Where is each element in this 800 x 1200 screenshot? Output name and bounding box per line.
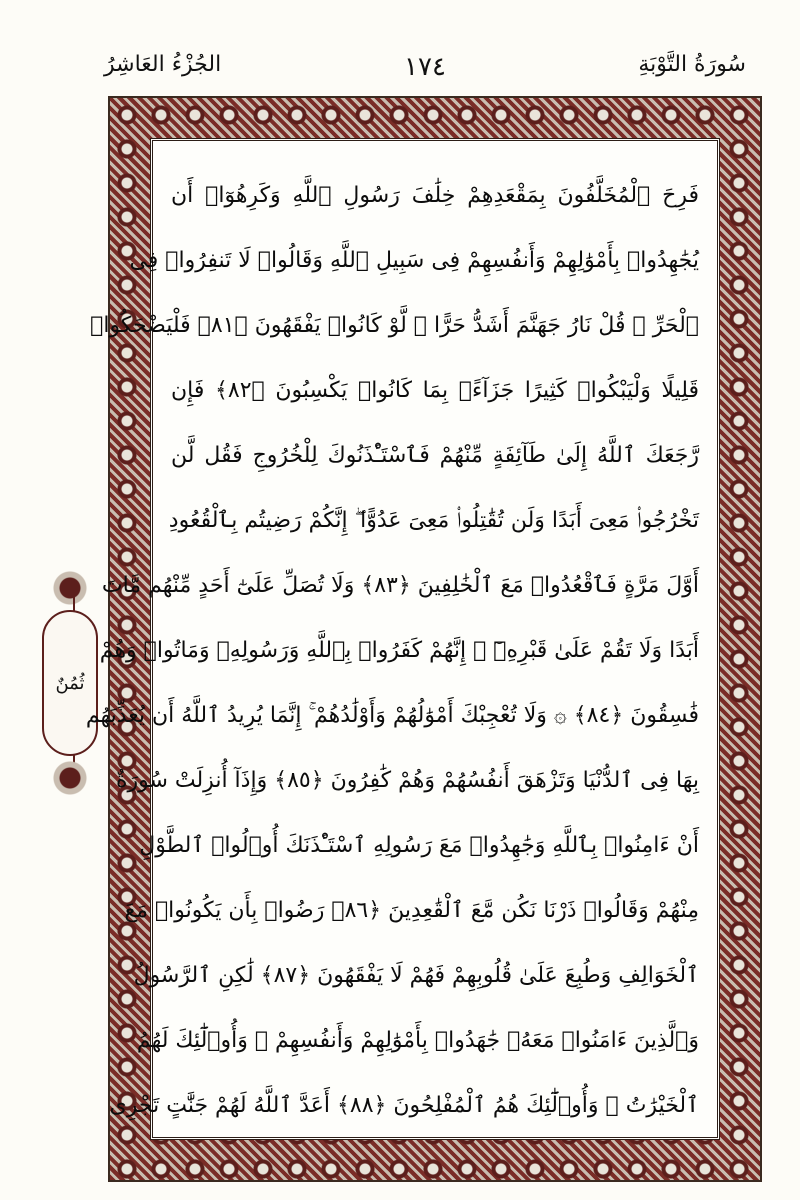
verse-line: بِهَا فِى ٱلدُّنْيَا وَتَزْهَقَ أَنفُسُهُمْ وَهُمْ كَٰفِرُونَ ﴿٨٥﴾ وَإِذَآ أُنزِلَتْ سُورَةٌ [115,768,699,793]
juz-name: الجُزْءُ العَاشِرُ [104,52,222,77]
decorative-border [85,96,762,1182]
verse-line: أَبَدًا وَلَا تَقُمْ عَلَىٰ قَبْرِهِۦٓ ۖ إِنَّهُمْ كَفَرُوا۟ بِٱللَّهِ وَرَسُولِهِۦ وَمَاتُوا۟ وَهُمْ [99,638,699,663]
verse-line: ٱلْخَيْرَٰتُ ۖ وَأُو۟لَٰٓئِكَ هُمُ ٱلْمُفْلِحُونَ ﴿٨٨﴾ أَعَدَّ ٱللَّهُ لَهُمْ جَنَّٰتٍ تَجْرِى [109,1093,699,1118]
text-panel [85,138,720,1140]
ornament-rosette-icon [50,568,90,608]
surah-name: سُورَةُ التَّوْبَةِ [638,52,746,77]
ornament-rosette-icon [50,758,90,798]
verse-line: يُجَٰهِدُوا۟ بِأَمْوَٰلِهِمْ وَأَنفُسِهِمْ فِى سَبِيلِ ٱللَّهِ وَقَالُوا۟ لَا تَنفِرُوا۟ فِى [129,248,699,273]
verse-line: تَخْرُجُوا۟ مَعِىَ أَبَدًا وَلَن تُقَٰتِلُوا۟ مَعِىَ عَدُوًّا ۖ إِنَّكُمْ رَضِيتُم بِٱلْقُعُودِ [168,508,699,533]
verse-line: أَنْ ءَامِنُوا۟ بِٱللَّهِ وَجَٰهِدُوا۟ مَعَ رَسُولِهِ ٱسْتَـْٔذَنَكَ أُو۟لُوا۟ ٱلطَّوْلِ [139,833,699,858]
verse-line: ٱلْخَوَالِفِ وَطُبِعَ عَلَىٰ قُلُوبِهِمْ فَهُمْ لَا يَفْقَهُونَ ﴿٨٧﴾ لَٰكِنِ ٱلرَّسُولُ [133,963,699,988]
verse-line: قَلِيلًا وَلْيَبْكُوا۟ كَثِيرًا جَزَآءًۢ بِمَا كَانُوا۟ يَكْسِبُونَ ﴿٨٢﴾ فَإِن [171,378,700,403]
verse-lines [85,163,700,1138]
verse-line: رَّجَعَكَ ٱللَّهُ إِلَىٰ طَآئِفَةٍ مِّنْهُمْ فَٱسْتَـْٔذَنُوكَ لِلْخُرُوجِ فَقُل لَّن [171,443,699,468]
verse-line: أَوَّلَ مَرَّةٍ فَٱقْعُدُوا۟ مَعَ ٱلْخَٰلِفِينَ ﴿٨٣﴾ وَلَا تُصَلِّ عَلَىٰٓ أَحَدٍ مِّنْهُم مَّاتَ [101,573,699,598]
verse-line: فَٰسِقُونَ ﴿٨٤﴾ ۞ وَلَا تُعْجِبْكَ أَمْوَٰلُهُمْ وَأَوْلَٰدُهُمْ ۚ إِنَّمَا يُرِيدُ ٱللَّهُ أَن يُعَذِّبَهُم [85,703,699,728]
verse-line: مِنْهُمْ وَقَالُوا۟ ذَرْنَا نَكُن مَّعَ ٱلْقَٰعِدِينَ ﴿٨٦﴾ رَضُوا۟ بِأَن يَكُونُوا۟ مَعَ [124,898,699,923]
page-number: ١٧٤ [404,52,446,82]
page-header [104,52,746,92]
verse-line: فَرِحَ ٱلْمُخَلَّفُونَ بِمَقْعَدِهِمْ خِلَٰفَ رَسُولِ ٱللَّهِ وَكَرِهُوٓا۟ أَن [171,183,699,208]
verse-line: وَٱلَّذِينَ ءَامَنُوا۟ مَعَهُۥ جَٰهَدُوا۟ بِأَمْوَٰلِهِمْ وَأَنفُسِهِمْ ۚ وَأُو۟لَٰٓئِكَ لَهُمُ [136,1028,699,1053]
verse-line: ٱلْحَرِّ ۗ قُلْ نَارُ جَهَنَّمَ أَشَدُّ حَرًّا ۚ لَّوْ كَانُوا۟ يَفْقَهُونَ ﴿٨١﴾ فَلْيَضْحَكُوا۟ [90,313,699,338]
thumun-label: ثُمُنٌ [55,672,85,694]
